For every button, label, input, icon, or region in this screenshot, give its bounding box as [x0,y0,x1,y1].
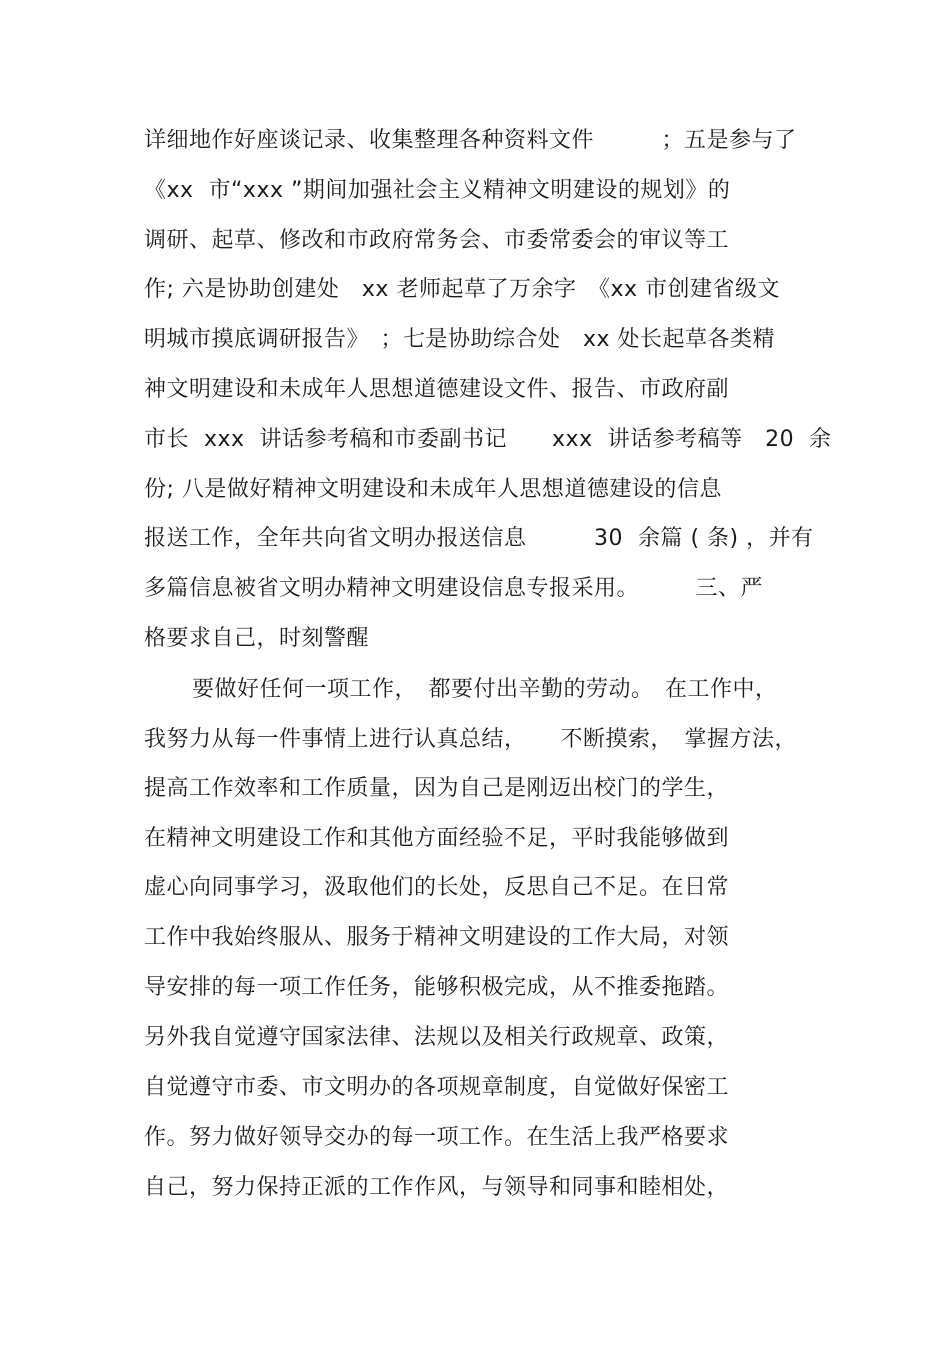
text-line: 份; 八是做好精神文明建设和未成年人思想道德建设的信息 [144,477,722,502]
paragraph-first-line: 要做好任何一项工作， 都要付出辛勤的劳动。 在工作中， [192,677,778,702]
text-line: 格要求自己，时刻警醒 [144,626,370,651]
text-line: 《xx 市“xxx ”期间加强社会主义精神文明建设的规划》的 [144,178,731,203]
text-line: 导安排的每一项工作任务，能够积极完成，从不推委拖踏。 [144,975,730,1000]
text-line: 在精神文明建设工作和其他方面经验不足，平时我能够做到 [144,826,730,851]
text-line: 调研、起草、修改和市政府常务会、市委常委会的审议等工 [144,228,730,253]
text-line: 详细地作好座谈记录、收集整理各种资料文件 ；五是参与了 [144,128,797,153]
text-line: 自觉遵守市委、市文明办的各项规章制度，自觉做好保密工 [144,1075,730,1100]
text-line: 明城市摸底调研报告》 ；七是协助综合处 xx 处长起草各类精 [144,327,776,352]
text-line: 自己，努力保持正派的工作作风，与领导和同事和睦相处， [144,1175,730,1200]
text-line: 报送工作，全年共向省文明办报送信息 30 余篇 ( 条) ，并有 [144,526,814,551]
text-line: 作。努力做好领导交办的每一项工作。在生活上我严格要求 [144,1125,730,1150]
text-line: 另外我自觉遵守国家法律、法规以及相关行政规章、政策， [144,1025,730,1050]
text-line: 市长 xxx 讲话参考稿和市委副书记 xxx 讲话参考稿等 20 余 [144,427,832,452]
text-line: 多篇信息被省文明办精神文明建设信息专报采用。 三、严 [144,576,764,601]
text-line: 提高工作效率和工作质量，因为自己是刚迈出校门的学生， [144,776,730,801]
text-line: 虚心向同事学习，汲取他们的长处，反思自己不足。在日常 [144,875,730,900]
text-line: 作; 六是协助创建处 xx 老师起草了万余字 《xx 市创建省级文 [144,277,780,302]
text-line: 工作中我始终服从、服务于精神文明建设的工作大局，对领 [144,925,730,950]
text-line: 我努力从每一件事情上进行认真总结， 不断摸索， 掌握方法， [144,727,798,752]
text-line: 神文明建设和未成年人思想道德建设文件、报告、市政府副 [144,377,730,402]
